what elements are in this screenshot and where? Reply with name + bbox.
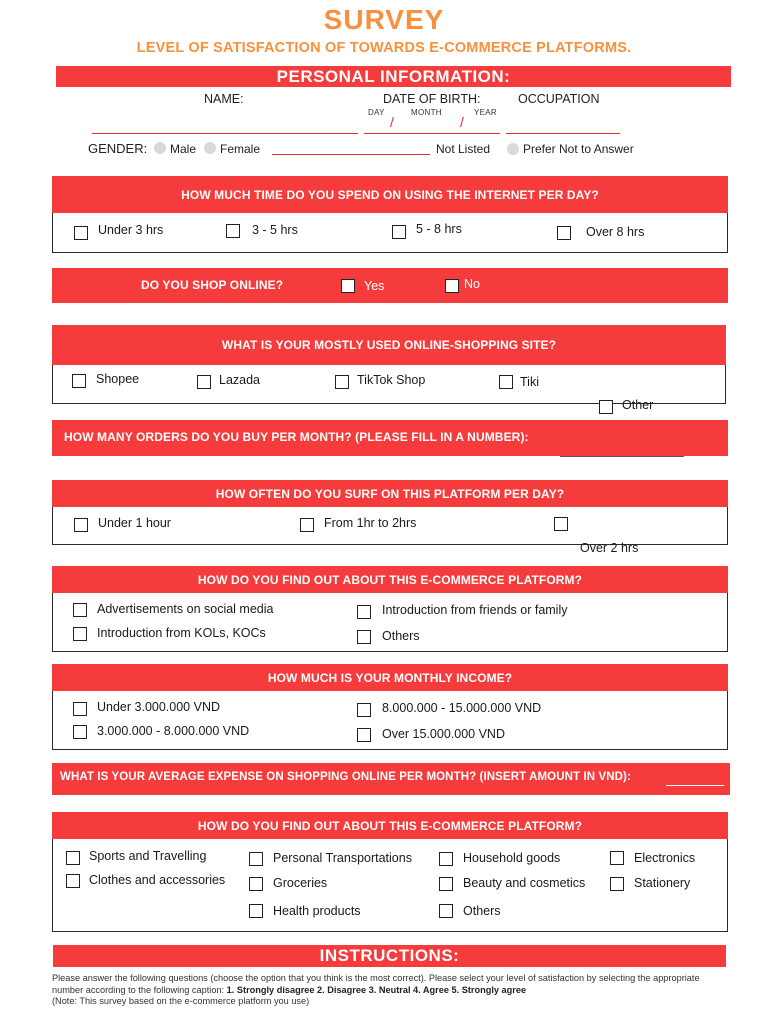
- question-shop-online: [52, 268, 728, 303]
- sports-travelling-label: Sports and Travelling: [89, 849, 207, 863]
- friends-family-checkbox[interactable]: [357, 605, 371, 619]
- lazada-checkbox[interactable]: [197, 375, 211, 389]
- question-category-heading: HOW DO YOU FIND OUT ABOUT THIS E-COMMERCE PLATFORM?: [52, 812, 728, 839]
- 3-5hrs-checkbox[interactable]: [226, 224, 240, 238]
- survey-subtitle: LEVEL OF SATISFACTION OF TOWARDS E-COMMERCE PLATFORMS.: [136, 40, 632, 56]
- under-3hrs-checkbox[interactable]: [74, 226, 88, 240]
- name-label: NAME:: [204, 92, 244, 106]
- instructions-text: [52, 973, 732, 1008]
- dob-field[interactable]: [364, 133, 500, 134]
- instructions-note: (Note: This survey based on the e-commerce platform you use): [52, 996, 310, 1006]
- over-8hrs-checkbox[interactable]: [557, 226, 571, 240]
- name-field[interactable]: [92, 133, 358, 134]
- beauty-cosmetics-checkbox[interactable]: [439, 877, 453, 891]
- tiki-checkbox[interactable]: [499, 375, 513, 389]
- over-2hrs-checkbox[interactable]: [554, 517, 568, 531]
- over-2hrs-label: Over 2 hrs: [580, 541, 639, 555]
- orders-input-field[interactable]: [560, 456, 684, 457]
- category-others-checkbox[interactable]: [439, 904, 453, 918]
- clothes-accessories-checkbox[interactable]: [66, 874, 80, 888]
- instructions-scale: 1. Strongly disagree 2. Disagree 3. Neutral 4. Agree 5. Strongly agree: [226, 984, 527, 995]
- stationery-label: Stationery: [634, 876, 691, 890]
- expense-input-field[interactable]: [666, 785, 724, 786]
- income-over-15m-label: Over 15.000.000 VND: [382, 727, 505, 741]
- under-1-hour-checkbox[interactable]: [74, 518, 88, 532]
- occupation-label: OCCUPATION: [518, 92, 600, 106]
- electronics-label: Electronics: [634, 851, 696, 865]
- shop-yes-label: Yes: [364, 279, 385, 293]
- shop-no-label: No: [464, 277, 480, 291]
- friends-family-label: Introduction from friends or family: [382, 603, 568, 617]
- gender-label: GENDER:: [88, 141, 148, 156]
- dob-month-label: MONTH: [411, 108, 442, 117]
- gender-prefer-not-label: Prefer Not to Answer: [523, 142, 634, 156]
- income-over-15m-checkbox[interactable]: [357, 728, 371, 742]
- dob-year-label: YEAR: [474, 108, 497, 117]
- clothes-accessories-label: Clothes and accessories: [89, 873, 226, 887]
- question-shop-online-label: DO YOU SHOP ONLINE?: [141, 278, 284, 292]
- question-shopping-site-heading: WHAT IS YOUR MOSTLY USED ONLINE-SHOPPING SITE?: [52, 325, 726, 365]
- other-site-label: Other: [622, 398, 654, 412]
- gender-female-radio[interactable]: [204, 142, 216, 154]
- instructions-body: Please answer the following questions (choose the option that you think is the most correct). Please select your level of satisfaction by selecting the appropriate number according to the following caption:: [52, 973, 700, 995]
- social-ads-label: Advertisements on social media: [97, 602, 274, 616]
- health-products-label: Health products: [273, 904, 361, 918]
- lazada-label: Lazada: [219, 373, 261, 387]
- question-expense-label: WHAT IS YOUR AVERAGE EXPENSE ON SHOPPING ONLINE PER MONTH? (INSERT AMOUNT IN VND):: [60, 771, 631, 783]
- survey-title: SURVEY: [323, 4, 445, 35]
- occupation-field[interactable]: [506, 133, 620, 134]
- under-3hrs-label: Under 3 hrs: [98, 223, 164, 237]
- income-under-3m-checkbox[interactable]: [73, 702, 87, 716]
- income-8m-15m-checkbox[interactable]: [357, 703, 371, 717]
- shop-yes-checkbox[interactable]: [341, 279, 355, 293]
- groceries-checkbox[interactable]: [249, 877, 263, 891]
- category-others-label: Others: [463, 904, 501, 918]
- 1-2hrs-label: From 1hr to 2hrs: [324, 516, 417, 530]
- sports-travelling-checkbox[interactable]: [66, 851, 80, 865]
- find-others-label: Others: [382, 629, 420, 643]
- other-site-checkbox[interactable]: [599, 400, 613, 414]
- income-8m-15m-label: 8.000.000 - 15.000.000 VND: [382, 701, 542, 715]
- gender-other-field[interactable]: [272, 154, 430, 155]
- gender-male-label: Male: [170, 142, 197, 156]
- gender-male-radio[interactable]: [154, 142, 166, 154]
- electronics-checkbox[interactable]: [610, 851, 624, 865]
- over-8hrs-label: Over 8 hrs: [586, 225, 645, 239]
- kol-koc-checkbox[interactable]: [73, 627, 87, 641]
- tiktok-shop-checkbox[interactable]: [335, 375, 349, 389]
- shopee-checkbox[interactable]: [72, 374, 86, 388]
- stationery-checkbox[interactable]: [610, 877, 624, 891]
- question-income-heading: HOW MUCH IS YOUR MONTHLY INCOME?: [52, 664, 728, 691]
- question-orders-label: HOW MANY ORDERS DO YOU BUY PER MONTH? (PLEASE FILL IN A NUMBER):: [64, 430, 529, 444]
- tiktok-shop-label: TikTok Shop: [357, 373, 426, 387]
- under-1-hour-label: Under 1 hour: [98, 516, 171, 530]
- kol-koc-label: Introduction from KOLs, KOCs: [97, 626, 266, 640]
- social-ads-checkbox[interactable]: [73, 603, 87, 617]
- gender-female-label: Female: [220, 142, 261, 156]
- household-goods-checkbox[interactable]: [439, 852, 453, 866]
- 5-8hrs-label: 5 - 8 hrs: [416, 222, 462, 236]
- question-find-out-heading: HOW DO YOU FIND OUT ABOUT THIS E-COMMERCE PLATFORM?: [52, 566, 728, 593]
- income-3m-8m-checkbox[interactable]: [73, 725, 87, 739]
- dob-label: DATE OF BIRTH:: [383, 92, 481, 106]
- groceries-label: Groceries: [273, 876, 328, 890]
- find-others-checkbox[interactable]: [357, 630, 371, 644]
- personal-info-heading: PERSONAL INFORMATION:: [56, 66, 731, 87]
- 5-8hrs-checkbox[interactable]: [392, 225, 406, 239]
- question-internet-time-heading: HOW MUCH TIME DO YOU SPEND ON USING THE INTERNET PER DAY?: [52, 176, 728, 213]
- dob-separator-2: /: [460, 114, 464, 130]
- instructions-heading: INSTRUCTIONS:: [53, 945, 726, 967]
- income-under-3m-label: Under 3.000.000 VND: [97, 700, 220, 714]
- dob-day-label: DAY: [368, 108, 385, 117]
- 3-5hrs-label: 3 - 5 hrs: [252, 223, 298, 237]
- tiki-label: Tiki: [520, 375, 539, 389]
- shop-no-checkbox[interactable]: [445, 279, 459, 293]
- household-goods-label: Household goods: [463, 851, 561, 865]
- personal-transportations-label: Personal Transportations: [273, 851, 412, 865]
- question-orders-per-month: [52, 420, 728, 456]
- 1-2hrs-checkbox[interactable]: [300, 518, 314, 532]
- health-products-checkbox[interactable]: [249, 904, 263, 918]
- dob-separator-1: /: [390, 114, 394, 130]
- gender-not-listed-label: Not Listed: [436, 142, 491, 156]
- gender-prefer-not-radio[interactable]: [507, 143, 519, 155]
- shopee-label: Shopee: [96, 372, 140, 386]
- personal-transportations-checkbox[interactable]: [249, 852, 263, 866]
- question-expense: [52, 763, 730, 795]
- question-surf-frequency-heading: HOW OFTEN DO YOU SURF ON THIS PLATFORM PER DAY?: [52, 480, 728, 507]
- beauty-cosmetics-label: Beauty and cosmetics: [463, 876, 586, 890]
- income-3m-8m-label: 3.000.000 - 8.000.000 VND: [97, 724, 250, 738]
